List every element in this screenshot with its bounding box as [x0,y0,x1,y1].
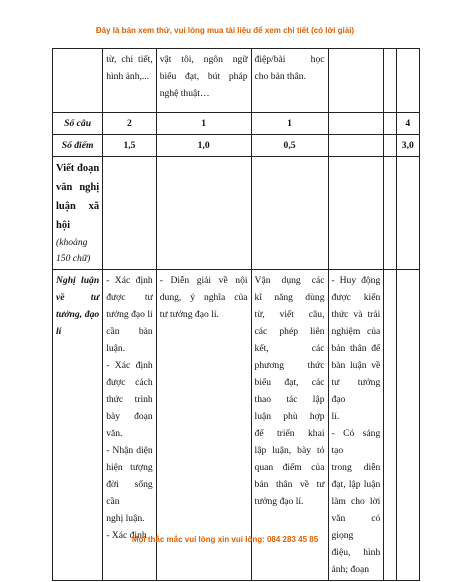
cell-line: thao tác lập [254,394,325,405]
contact-banner: Mọi thắc mắc vui lòng xin vui lòng: 084 283 45 85 [131,535,319,544]
cell-line: bản thân về tư [254,479,325,490]
section-title-line: văn nghị [56,182,100,193]
cell-line: điệp/bài học [254,54,325,65]
count-comprehension: 1 [156,113,251,135]
cell-line: được kiến [331,292,381,303]
cell-line: từ, viết câu, [254,309,325,320]
cell-line: tư tưởng đạo lí. [159,309,219,320]
cell-line: thức trình [106,394,153,405]
advanced-application-criteria [328,270,384,581]
comprehension-criteria [156,270,251,581]
cell-empty [251,157,328,270]
cell-line: bản thân để [331,343,381,354]
cell-line: làm cho lời [331,496,381,507]
cell-line: biểu đạt, bút pháp [159,71,248,82]
cell-line: để triển khai [254,428,325,439]
cell-line: nghệ thuật… [159,88,210,99]
cell-comprehension [156,49,251,113]
cell-empty [396,49,419,113]
table-row [53,49,420,113]
cell-line: trong diễn [331,462,381,473]
cell-line: cho bản thân. [254,71,306,82]
cell-line: kĩ năng dùng [254,292,325,303]
cell-line: lí. [331,411,340,422]
cell-line: tưởng đạo lí. [254,496,304,507]
topic-label-line: lí [56,326,62,337]
cell-line: hiện tượng [106,462,153,473]
cell-line: - Nhận diện [106,445,153,456]
row-label-sodiem: Số điểm [53,135,103,157]
topic-label-line: về tư [56,292,100,303]
recognition-criteria [103,270,157,581]
cell-line: - Xác định [106,530,147,541]
section-note: (khoảng 150 chữ) [56,237,91,264]
section-title-line: luận xã [56,201,100,212]
cell-line: biểu đạt, các [254,377,325,388]
preview-banner: Đây là bản xem thử, vui lòng mua tài liệu để xem chi tiết (có lời giải) [95,26,355,35]
score-recognition: 1,5 [103,135,157,157]
section-title-cell [53,157,103,270]
score-total: 3,0 [396,135,419,157]
count-application: 1 [251,113,328,135]
cell-empty [396,157,419,270]
cell-line: luận phù hợp [254,411,325,422]
cell-line: luận. [106,343,126,354]
cell-line: bày đoạn [106,411,153,422]
cell-line: được cách [106,377,153,388]
cell-line: tưởng đạo lí [106,309,153,320]
cell-line: được tư [106,292,153,303]
application-criteria [251,270,328,581]
cell-line: văn có giọng [331,513,381,541]
cell-line: đạt, lập luận [331,479,381,490]
section-title-line: Viết đoạn [56,163,100,174]
count-total: 4 [396,113,419,135]
topic-label-line: tưởng, đạo [56,309,100,320]
matrix-table [52,48,420,581]
cell-empty [384,270,396,581]
cell-empty [384,49,396,113]
topic-label-line: Nghị luận [56,275,100,286]
cell-line: phương thức [254,360,325,371]
cell-line: - Diễn giải về nội [159,275,248,286]
cell-line: đời sống cần [106,479,153,507]
cell-line: - Xác định [106,275,153,286]
cell-empty [328,157,384,270]
cell-line: kết, các [254,343,325,354]
cell-line: nghiệm của [331,326,381,337]
cell-line: ảnh; đoạn [331,564,370,575]
cell-line: tư tưởng đạo [331,377,381,405]
cell-empty [328,113,384,135]
score-comprehension: 1,0 [156,135,251,157]
cell-empty [384,135,396,157]
cell-line: lập luận, bày tỏ [254,445,325,456]
cell-empty [103,157,157,270]
cell-line: các phép liên [254,326,325,337]
cell-empty [156,157,251,270]
cell-empty [396,270,419,581]
cell-application [251,49,328,113]
cell-line: - Có sáng tạo [331,428,381,456]
cell-line: quan điểm của [254,462,325,473]
cell-line: vật tôi, ngôn ngữ [159,54,248,65]
cell-line: dung, ý nghĩa của [159,292,248,303]
table-row [53,270,420,581]
cell-recognition [103,49,157,113]
cell-line: cần bàn [106,326,153,337]
count-recognition: 2 [103,113,157,135]
cell-line: Vận dụng các [254,275,325,286]
cell-line: thức và trải [331,309,381,320]
score-application: 0,5 [251,135,328,157]
cell-line: điệu, hình [331,547,381,558]
cell-empty [328,135,384,157]
cell-line: - Xác định [106,360,153,371]
table-row [53,113,420,135]
cell-line: - Huy động [331,275,381,286]
row-label-socau: Số câu [53,113,103,135]
cell-line: bàn luận về [331,360,381,371]
table-row [53,135,420,157]
topic-label-cell [53,270,103,581]
table-row [53,157,420,270]
cell-line: nghị luận. [106,513,145,524]
cell-empty [384,113,396,135]
cell-empty [53,49,103,113]
cell-empty [328,49,384,113]
cell-line: văn. [106,428,123,439]
cell-line: hình ảnh,... [106,71,150,82]
cell-line: từ, chi tiết, [106,54,153,65]
section-title-line: hội [56,220,71,231]
cell-empty [384,157,396,270]
